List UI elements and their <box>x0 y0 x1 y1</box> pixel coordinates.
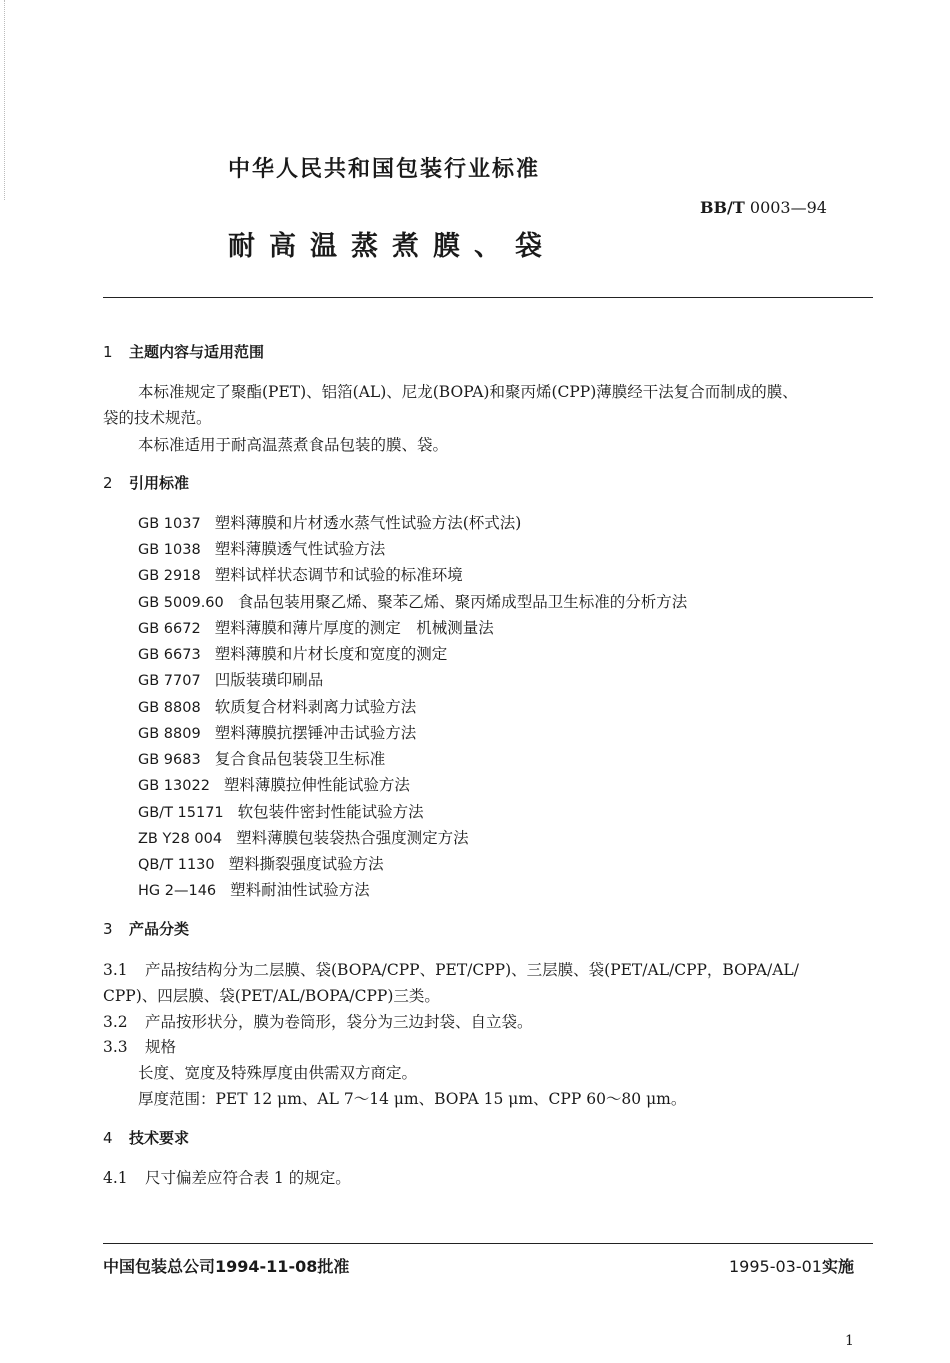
reference-title: 凹版装璜印刷品 <box>214 671 324 689</box>
reference-item <box>138 537 385 559</box>
clause-3-2 <box>103 1010 533 1032</box>
reference-item <box>138 800 424 822</box>
reference-title: 塑料薄膜透气性试验方法 <box>214 540 386 558</box>
reference-code: GB 6672 <box>138 621 201 637</box>
section-4-heading <box>103 1127 189 1148</box>
section-number: 4 <box>103 1129 113 1147</box>
clause-number: 3.2 <box>103 1013 128 1031</box>
reference-code: GB 1037 <box>138 516 201 532</box>
footer-divider <box>103 1243 873 1244</box>
section-1-heading <box>103 341 264 362</box>
reference-code: QB/T 1130 <box>138 857 215 873</box>
clause-text: 尺寸偏差应符合表 1 的规定。 <box>145 1169 351 1187</box>
reference-code: GB 6673 <box>138 647 201 663</box>
reference-title: 塑料薄膜包装袋热合强度测定方法 <box>236 829 469 847</box>
effective-date: 1995-03-01 <box>729 1257 822 1276</box>
reference-code: GB 8808 <box>138 700 201 716</box>
section-title: 技术要求 <box>129 1129 190 1147</box>
page-number: 1 <box>845 1333 854 1349</box>
section-3-heading <box>103 918 189 939</box>
reference-item <box>138 668 323 690</box>
reference-title: 塑料撕裂强度试验方法 <box>228 855 384 873</box>
reference-title: 塑料薄膜拉伸性能试验方法 <box>223 776 410 794</box>
clause-title: 规格 <box>145 1038 177 1056</box>
reference-item <box>138 747 385 769</box>
reference-code: GB 1038 <box>138 542 201 558</box>
reference-title: 塑料薄膜和薄片厚度的测定 机械测量法 <box>214 619 494 637</box>
reference-item <box>138 721 416 743</box>
section-number: 3 <box>103 920 113 938</box>
section-1-paragraph-1-line-1: 本标准规定了聚酯(PET)、铝箔(AL)、尼龙(BOPA)和聚丙烯(CPP)薄膜经干法复合而制成的膜、 <box>138 383 798 401</box>
reference-title: 塑料薄膜和片材长度和宽度的测定 <box>214 645 448 663</box>
reference-title: 塑料薄膜和片材透水蒸气性试验方法(杯式法) <box>214 514 522 532</box>
reference-title: 塑料薄膜抗摆锤冲击试验方法 <box>214 724 417 742</box>
clause-number: 3.1 <box>103 961 128 979</box>
reference-item <box>138 590 687 612</box>
section-2-heading <box>103 472 189 493</box>
section-number: 2 <box>103 474 113 492</box>
reference-item <box>138 511 521 533</box>
reference-item <box>138 616 494 638</box>
clause-text: 产品按形状分，膜为卷筒形，袋分为三边封袋、自立袋。 <box>145 1013 533 1031</box>
standard-code <box>700 198 827 217</box>
section-title: 主题内容与适用范围 <box>129 343 265 361</box>
clause-text: 产品按结构分为二层膜、袋(BOPA/CPP、PET/CPP)、三层膜、袋(PET/AL/CPP，BOPA/AL/ <box>145 961 799 979</box>
section-title: 引用标准 <box>129 474 190 492</box>
reference-code: GB 9683 <box>138 752 201 768</box>
clause-3-3 <box>103 1035 176 1057</box>
section-1-paragraph-1-line-2: 袋的技术规范。 <box>103 409 212 427</box>
reference-code: ZB Y28 004 <box>138 831 223 847</box>
effective-date-line <box>729 1254 854 1277</box>
clause-number: 3.3 <box>103 1038 128 1056</box>
standard-number: 0003—94 <box>749 198 827 217</box>
effective-suffix: 实施 <box>821 1257 854 1276</box>
reference-title: 塑料试样状态调节和试验的标准环境 <box>214 566 463 584</box>
reference-title: 复合食品包装袋卫生标准 <box>214 750 386 768</box>
reference-title: 塑料耐油性试验方法 <box>230 881 370 899</box>
reference-item <box>138 563 463 585</box>
reference-title: 食品包装用聚乙烯、聚苯乙烯、聚丙烯成型品卫生标准的分析方法 <box>237 593 688 611</box>
clause-3-3-paragraph-1: 长度、宽度及特殊厚度由供需双方商定。 <box>138 1064 418 1082</box>
reference-code: GB 5009.60 <box>138 595 224 611</box>
reference-code: HG 2—146 <box>138 883 217 899</box>
reference-item <box>138 642 447 664</box>
approval-line: 中国包装总公司1994-11-08批准 <box>103 1257 350 1276</box>
issuing-body-header: 中华人民共和国包装行业标准 <box>228 157 541 182</box>
reference-title: 软质复合材料剥离力试验方法 <box>214 698 417 716</box>
reference-item <box>138 878 370 900</box>
reference-item <box>138 773 410 795</box>
reference-title: 软包装件密封性能试验方法 <box>237 803 424 821</box>
reference-code: GB/T 15171 <box>138 805 224 821</box>
header-divider <box>103 297 873 298</box>
reference-code: GB 13022 <box>138 778 210 794</box>
clause-3-1-line-1 <box>103 958 799 980</box>
reference-item <box>138 826 469 848</box>
reference-code: GB 8809 <box>138 726 201 742</box>
reference-code: GB 7707 <box>138 673 201 689</box>
standard-prefix: BB/T <box>700 198 745 217</box>
reference-item <box>138 852 384 874</box>
clause-3-1-line-2: CPP)、四层膜、袋(PET/AL/BOPA/CPP)三类。 <box>103 987 440 1005</box>
document-title: 耐高温蒸煮膜、袋 <box>228 231 556 262</box>
clause-3-3-paragraph-2: 厚度范围：PET 12 μm、AL 7～14 μm、BOPA 15 μm、CPP 60～80 μm。 <box>138 1090 687 1108</box>
reference-item <box>138 695 416 717</box>
clause-4-1 <box>103 1166 351 1188</box>
section-title: 产品分类 <box>129 920 190 938</box>
section-1-paragraph-2: 本标准适用于耐高温蒸煮食品包装的膜、袋。 <box>138 436 449 454</box>
section-number: 1 <box>103 343 113 361</box>
reference-code: GB 2918 <box>138 568 201 584</box>
scan-margin-marks <box>4 0 8 200</box>
clause-number: 4.1 <box>103 1169 128 1187</box>
